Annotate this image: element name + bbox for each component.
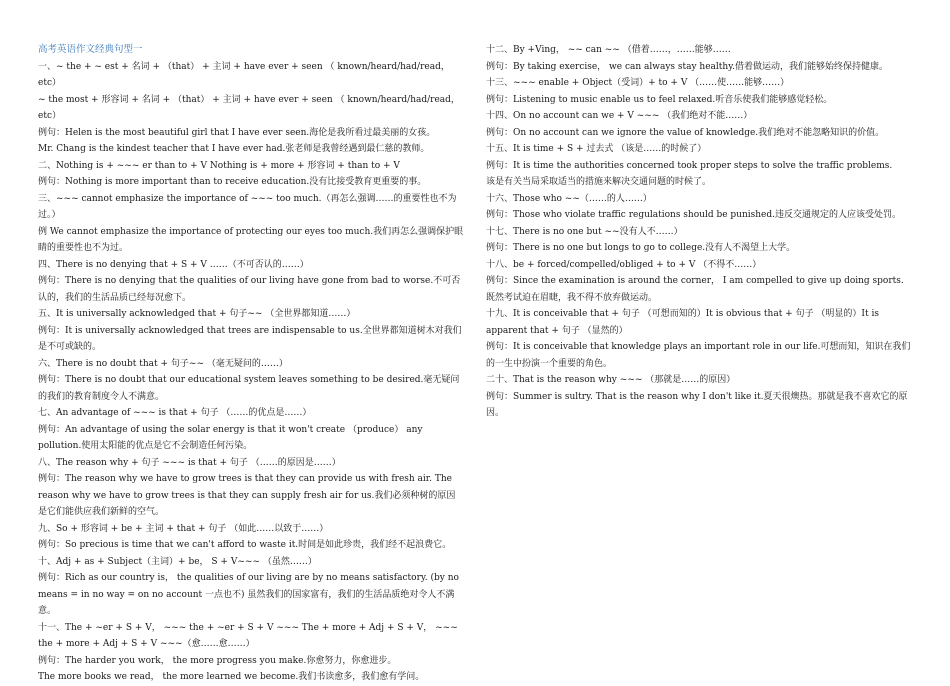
sentence-pattern-line: 二十、That is the reason why ~~~ （那就是……的原因） bbox=[486, 375, 736, 385]
example-line: 既然考试迫在眉睫，我不得不放弃做运动。 bbox=[486, 292, 658, 303]
example-line: 例句：Summer is sultry. That is the reason why I don't like it.夏天很燠热。那就是我不喜欢它的原因。 bbox=[486, 391, 908, 418]
example-line: 例句：It is time the authorities concerned took proper steps to solve the traffic problems. bbox=[486, 160, 893, 171]
sentence-pattern-line: 十七、There is no one but ~~没有人不……） bbox=[486, 226, 683, 237]
example-line: 例句：Nothing is more important than to receive education.没有比接受教育更重要的事。 bbox=[38, 177, 427, 187]
example-line: 例句：By taking exercise， we can always stay healthy.借着做运动，我们能够始终保持健康。 bbox=[486, 61, 888, 72]
sentence-pattern-line: 六、There is no doubt that + 句子~~ （毫无疑问的……） bbox=[38, 358, 288, 369]
example-line: 例句：It is universally acknowledged that trees are indispensable to us.全世界都知道树木对我们是不可或缺的。 bbox=[38, 325, 462, 352]
sentence-pattern-line: 三、~~~ cannot emphasize the importance of ~~~ too much.（再怎么强调……的重要性也不为过。） bbox=[38, 193, 457, 220]
sentence-pattern-line: 十二、By +Ving， ~~ can ~~ （借着……，……能够…… bbox=[486, 45, 731, 55]
sentence-pattern-line: 四、There is no denying that + S + V ……（不可否认的……） bbox=[38, 259, 309, 270]
sentence-pattern-line: 十四、On no account can we + V ~~~ （我们绝对不能……） bbox=[486, 111, 753, 121]
sentence-pattern-line: 十三、~~~ enable + Object（受词）+ to + V （……使……能够……） bbox=[486, 78, 790, 88]
example-line: 例句：An advantage of using the solar energy is that it won't create （produce） any pollution.使用太阳能的优点是它不会制造任何污染。 bbox=[38, 424, 423, 451]
example-line: 例 We cannot emphasize the importance of protecting our eyes too much.我们再怎么强调保护眼睛的重要性也不为过。 bbox=[38, 226, 464, 253]
sentence-pattern-line: 十一、The + ~er + S + V， ~~~ the + ~er + S + V ~~~ The + more + Adj + S + V， ~~~ the + more + Adj + S + V ~~~（愈……愈……） bbox=[38, 622, 458, 649]
example-line: 例句：It is conceivable that knowledge plays an important role in our life.可想而知，知识在我们的一生中扮演一个重要的角色。 bbox=[486, 342, 911, 369]
example-line: 例句：Helen is the most beautiful girl that I have ever seen.海伦是我所看过最美丽的女孩。 bbox=[38, 127, 436, 138]
sentence-pattern-line: 五、It is universally acknowledged that + 句子~~ （全世界都知道……） bbox=[38, 309, 356, 319]
example-line: The more books we read， the more learned we become.我们书读愈多，我们愈有学问。 bbox=[38, 672, 425, 682]
document-title: 高考英语作文经典句型一 bbox=[38, 44, 143, 55]
example-line: 例句：Rich as our country is， the qualities of our living are by no means satisfactory. (by no means = in no way = on no account 一点也不) 虽然我们的国家富有，我们的生活品质绝对令人不满意。 bbox=[38, 573, 459, 616]
sentence-pattern-line: 九、So + 形容词 + be + 主词 + that + 句子 （如此……以致于……） bbox=[38, 523, 329, 534]
example-line: 例句：Listening to music enable us to feel relaxed.听音乐使我们能够感觉轻松。 bbox=[486, 94, 833, 105]
sentence-pattern-line: ~ the most + 形容词 + 名词 + （that） + 主词 + have ever + seen （ known/heard/had/read， etc） bbox=[38, 94, 460, 121]
left-column bbox=[38, 42, 464, 686]
sentence-pattern-line: 一、~ the + ~ est + 名词 + （that） + 主词 + have ever + seen （ known/heard/had/read， etc） bbox=[38, 61, 450, 88]
example-line: 例句：There is no doubt that our educational system leaves something to be desired.毫无疑问的我们的教育制度令人不满意。 bbox=[38, 375, 460, 402]
sentence-pattern-line: 八、The reason why + 句子 ~~~ is that + 句子 （……的原因是……） bbox=[38, 457, 341, 468]
sentence-pattern-line: 二、Nothing is + ~~~ er than to + V Nothing is + more + 形容词 + than to + V bbox=[38, 160, 400, 171]
left-lines bbox=[38, 59, 464, 686]
example-line: Mr. Chang is the kindest teacher that I have ever had.张老师是我曾经遇到最仁慈的教师。 bbox=[38, 144, 430, 154]
example-line: 例句：So precious is time that we can't afford to waste it.时间是如此珍贵，我们经不起浪费它。 bbox=[38, 540, 452, 550]
example-line: 例句：The reason why we have to grow trees is that they can provide us with fresh air. The reason why we have to grow trees is that they can supply fresh air for us.我们必须种树的原因是它们能供应我们新鲜的空气。 bbox=[38, 474, 456, 517]
sentence-pattern-line: 七、An advantage of ~~~ is that + 句子 （……的优点是……） bbox=[38, 408, 312, 418]
sentence-pattern-line: 十六、Those who ~~（……的人……） bbox=[486, 193, 652, 204]
sentence-pattern-line: 十九、It is conceivable that + 句子 （可想而知的）It is obvious that + 句子 （明显的）It is apparent that + 句子 （显然的） bbox=[486, 309, 879, 336]
example-line: 例句：Since the examination is around the corner， I am compelled to give up doing sports. bbox=[486, 276, 904, 286]
right-column bbox=[486, 42, 914, 422]
example-line: 例句：On no account can we ignore the value of knowledge.我们绝对不能忽略知识的价值。 bbox=[486, 127, 885, 138]
example-line: 该是有关当局采取适当的措施来解决交通问题的时候了。 bbox=[486, 177, 712, 187]
sentence-pattern-line: 十八、be + forced/compelled/obliged + to + V （不得不……） bbox=[486, 259, 762, 270]
example-line: 例句：There is no one but longs to go to college.没有人不渴望上大学。 bbox=[486, 243, 796, 253]
sentence-pattern-line: 十五、It is time + S + 过去式 （该是……的时候了） bbox=[486, 144, 707, 154]
sentence-pattern-line: 十、Adj + as + Subject（主词）+ be， S + V~~~ （虽然……） bbox=[38, 556, 317, 567]
example-line: 例句：Those who violate traffic regulations should be punished.违反交通规定的人应该受处罚。 bbox=[486, 210, 901, 220]
example-line: 例句：There is no denying that the qualities of our living have gone from bad to worse.不可否认的，我们的生活品质已经每况愈下。 bbox=[38, 276, 461, 303]
example-line: 例句：The harder you work， the more progress you make.你愈努力，你愈进步。 bbox=[38, 655, 397, 666]
